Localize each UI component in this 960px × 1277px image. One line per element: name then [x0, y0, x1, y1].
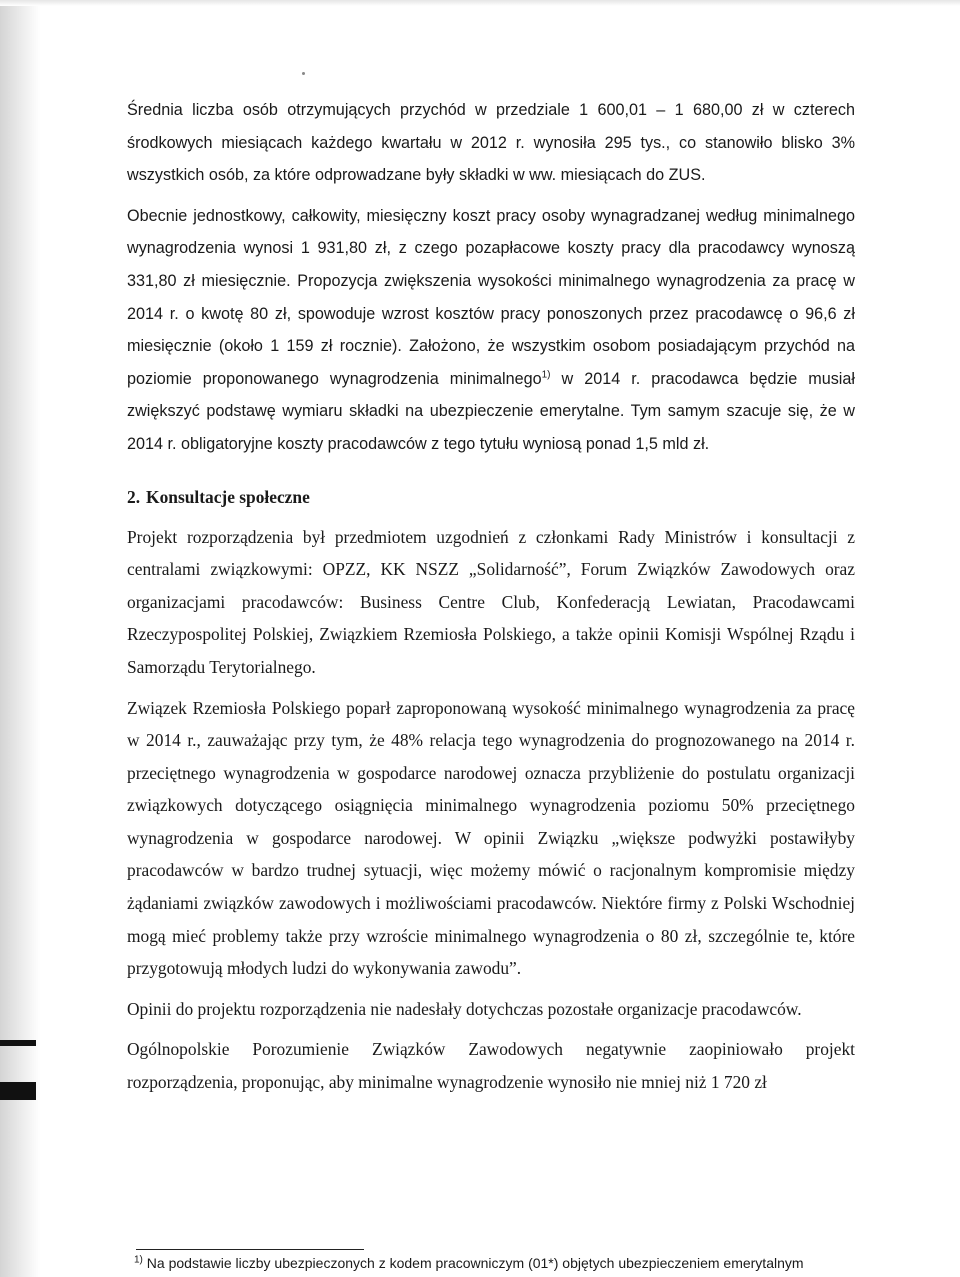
scan-mark [0, 1082, 36, 1100]
paragraph-gap [127, 684, 855, 692]
footnote-reference[interactable]: 1) [541, 369, 551, 381]
scan-mark [0, 1040, 36, 1046]
paragraph-intro-statistics: Średnia liczba osób otrzymujących przychód w przedziale 1 600,01 – 1 680,00 zł w czterech środkowych miesiącach każdego kwartału w 2012 r. wynosiła 295 tys., co stanowiło blisko 3% wszystkich osób, za które odprowadzane były składki w ww. miesiącach do ZUS. [127, 101, 855, 185]
paragraph-opzz-opinion: Ogólnopolskie Porozumienie Związków Zawodowych negatywnie zaopiniowało projekt rozporządzenia, proponując, aby minimalne wynagrodzenie wynosiło nie mniej niż 1 720 zł [127, 1039, 855, 1093]
paragraph-gap [127, 1025, 855, 1033]
footnote-divider [136, 1249, 364, 1250]
scan-edge-top [0, 0, 960, 6]
section-title: Konsultacje społeczne [146, 486, 310, 507]
paragraph-other-employers: Opinii do projektu rozporządzenia nie nadesłały dotychczas pozostałe organizacje pracodawców. [127, 998, 802, 1019]
paragraph-gap [127, 985, 855, 993]
section-heading [127, 483, 855, 511]
paragraph-labour-cost-part1: Obecnie jednostkowy, całkowity, miesięczny koszt pracy osoby wynagradzanej według minimalnego wynagrodzenia wynosi 1 931,80 zł, z czego pozapłacowe koszty pracy dla pracodawcy wynoszą 331,80 zł miesięcznie. Propozycja zwiększenia wysokości minimalnego wynagrodzenia za pracę w 2014 r. o kwotę 80 zł, spowoduje wzrost kosztów pracy ponoszonych przez pracodawcę o 96,6 zł miesięcznie (około 1 159 zł rocznie). Założono, że wszystkim osobom posiadającym przychód na poziomie proponowanego wynagrodzenia minimalnego [127, 206, 855, 388]
paragraph-labour-cost [127, 200, 855, 461]
section-number: 2. [127, 486, 141, 507]
paragraph-labour-cost-part2: w 2014 r. pracodawca będzie musiał zwiększyć podstawę wymiaru składki na ubezpieczenie emerytalne. Tym samym szacuje się, że w 2014 r. obligatoryjne koszty pracodawców z tego tytułu wyniosą ponad 1,5 mld zł. [127, 369, 855, 453]
paragraph-gap [127, 192, 855, 200]
document-page [127, 94, 855, 1099]
scan-speck [302, 72, 305, 75]
footnote-marker: 1) [134, 1254, 143, 1266]
footnote [134, 1254, 854, 1272]
paragraph-craft-union-opinion: Związek Rzemiosła Polskiego poparł zaproponowaną wysokość minimalnego wynagrodzenia za pracę w 2014 r., zauważając przy tym, że 48% relacja tego wynagrodzenia do prognozowanego na 2014 r. przeciętnego wynagrodzenia w gospodarce narodowej oznacza przybliżenie do postulatu organizacji związkowych dotyczącego osiągnięcia minimalnego wynagrodzenia poziomu 50% przeciętnego wynagrodzenia w gospodarce narodowej. W opinii Związku „większe podwyżki postawiłyby pracodawców w bardzo trudnej sytuacji, więc możemy mówić o racjonalnym kompromisie między żądaniami związków zawodowych i możliwościami pracodawców. Niektóre firmy z Polski Wschodniej mogą mieć problemy także przy wzroście minimalnego wynagrodzenia o 80 zł, szczególnie te, które przygotowują młodych ludzi do wykonywania zawodu”. [127, 697, 855, 979]
paragraph-consultations: Projekt rozporządzenia był przedmiotem uzgodnień z członkami Rady Ministrów i konsultacji z centralami związkowymi: OPZZ, KK NSZZ „Solidarność”, Forum Związków Zawodowych oraz organizacjami pracodawców: Business Centre Club, Konfederacją Lewiatan, Pracodawcami Rzeczypospolitej Polskiej, Związkiem Rzemiosła Polskiego, a także opinii Komisji Wspólnej Rządu i Samorządu Terytorialnego. [127, 526, 855, 677]
footnote-text: Na podstawie liczby ubezpieczonych z kodem pracowniczym (01*) objętych ubezpieczeniem emerytalnym [142, 1255, 804, 1271]
